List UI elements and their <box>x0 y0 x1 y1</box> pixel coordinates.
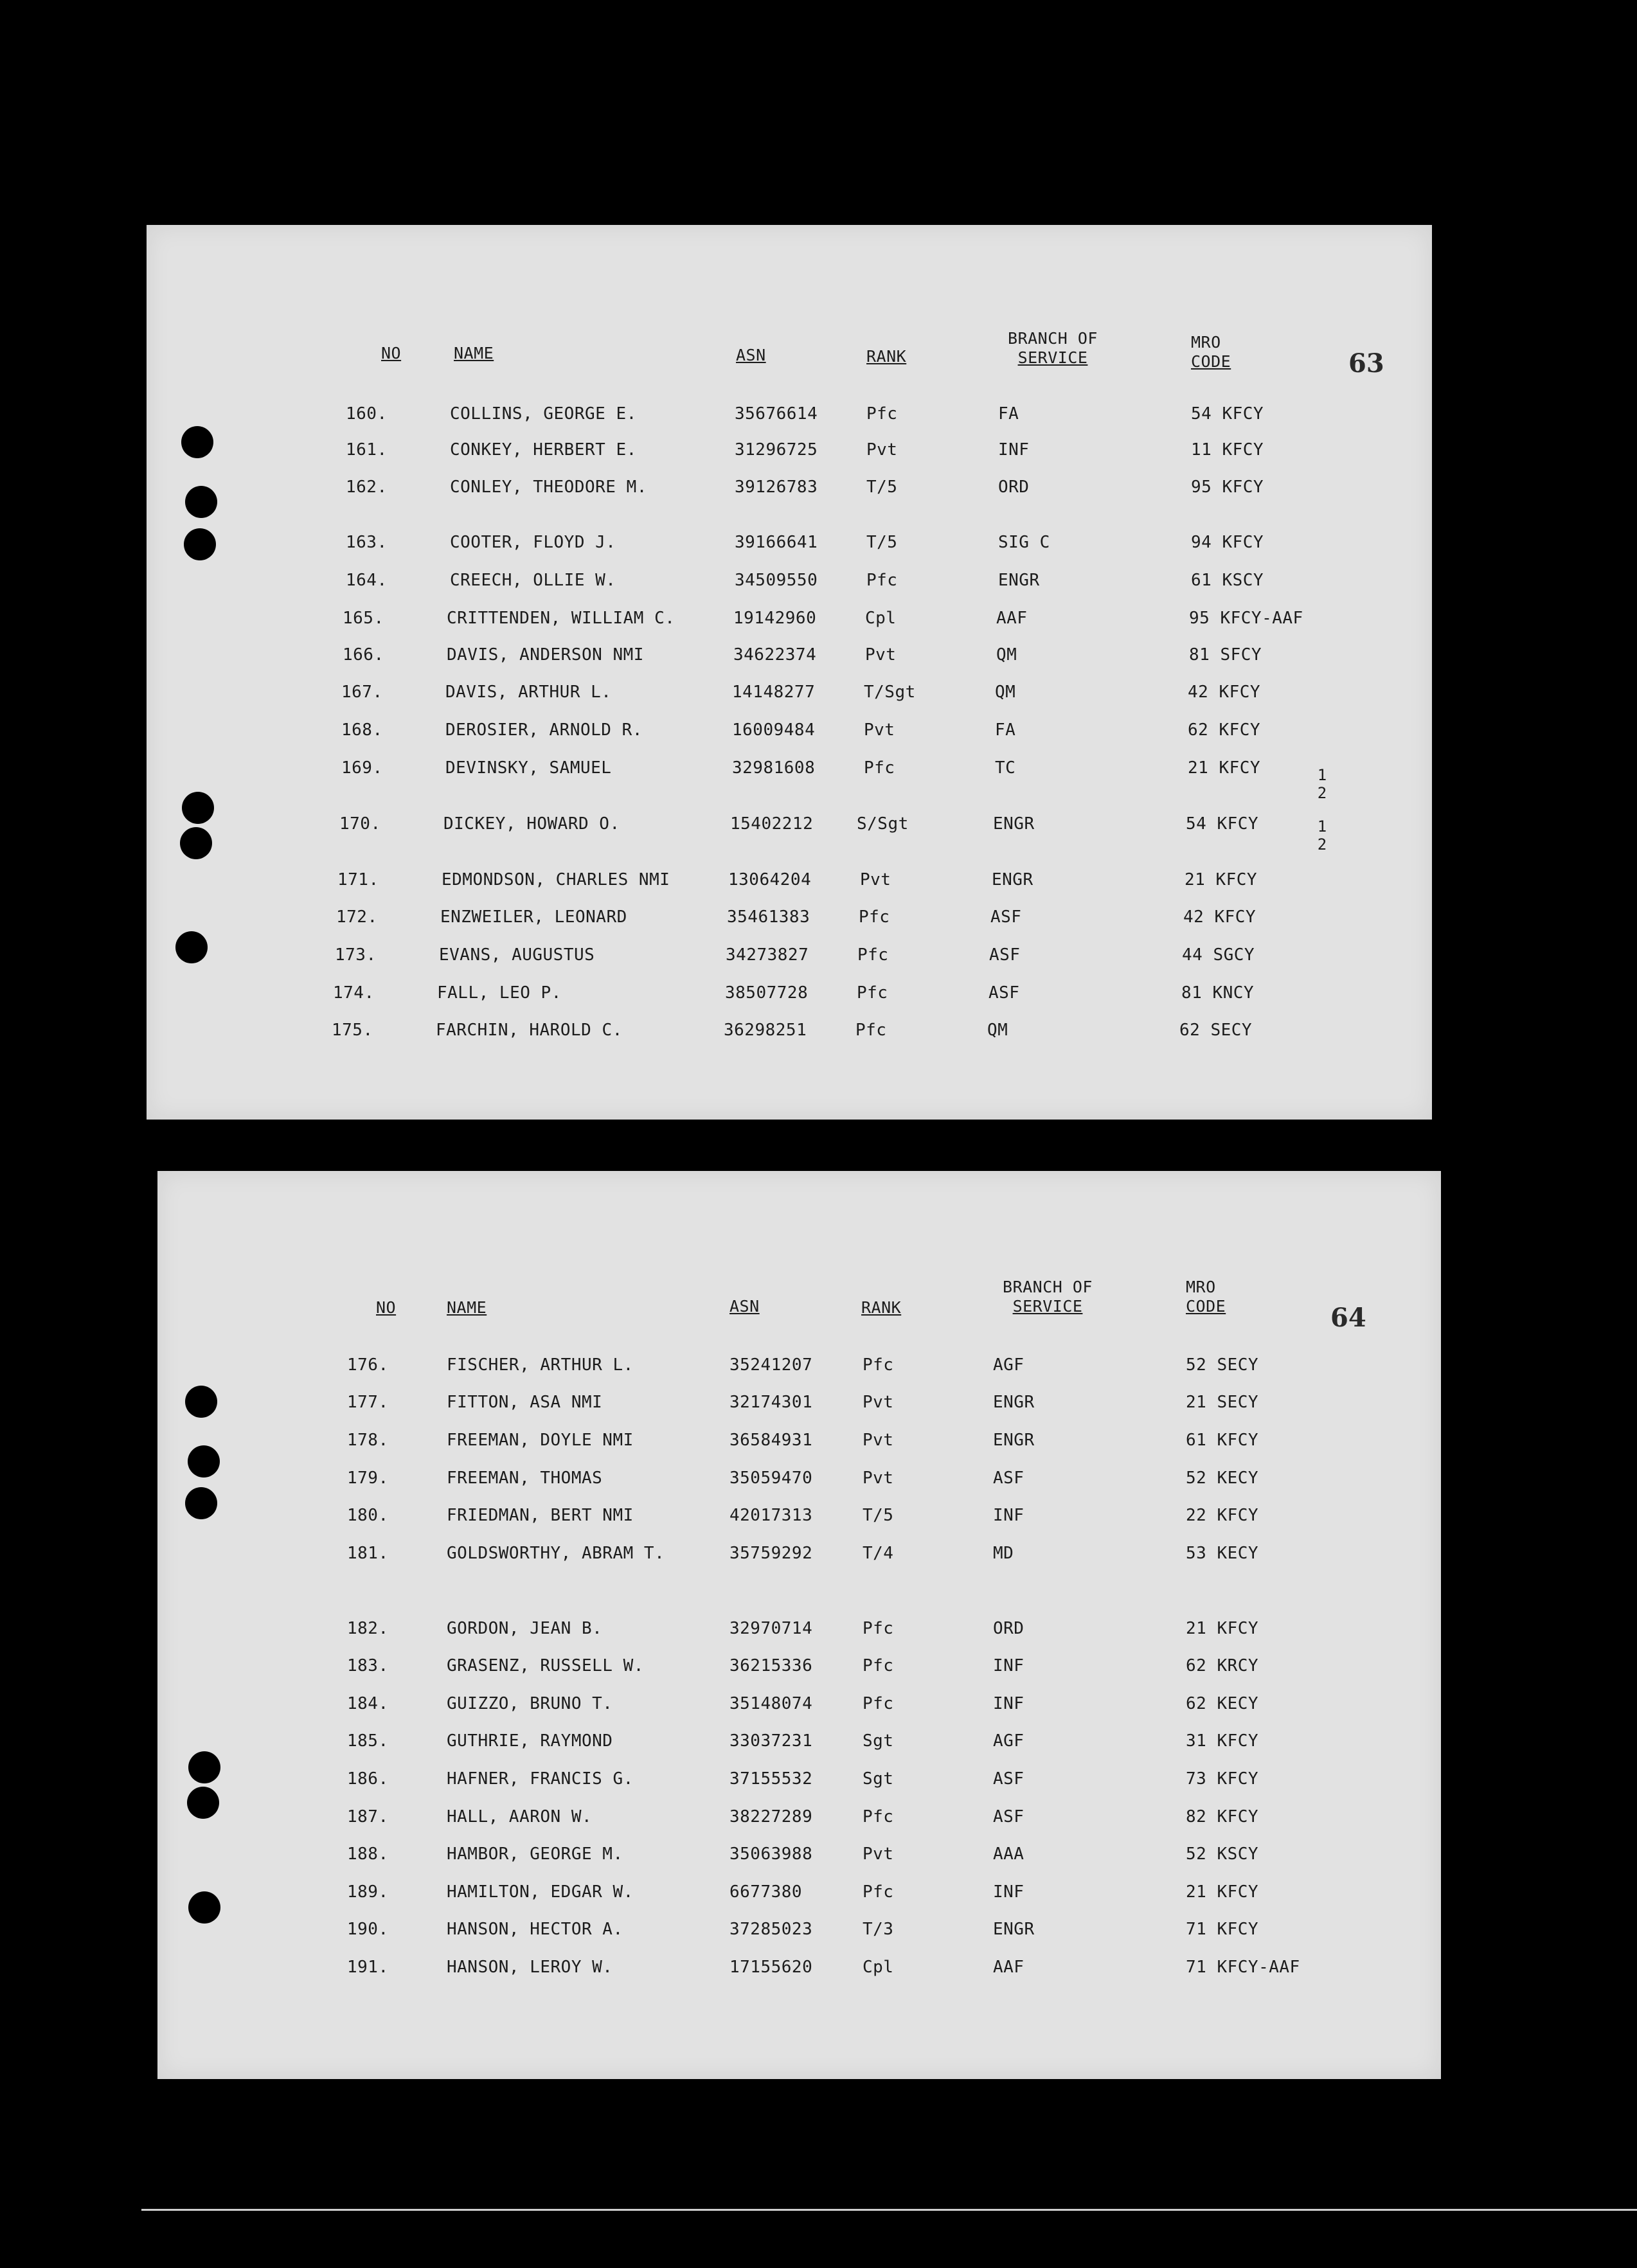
punch-hole <box>182 792 214 824</box>
cell-branch: ENGR <box>993 1393 1035 1412</box>
side-mark <box>1315 766 1329 802</box>
cell-no: 177. <box>347 1393 389 1412</box>
cell-asn: 35241207 <box>729 1355 813 1375</box>
header-name: NAME <box>447 1298 487 1317</box>
cell-name: HANSON, HECTOR A. <box>447 1920 623 1939</box>
cell-no: 182. <box>347 1619 389 1638</box>
cell-name: GUTHRIE, RAYMOND <box>447 1731 613 1751</box>
table-row <box>157 1352 1441 1378</box>
cell-rank: T/Sgt <box>864 683 916 702</box>
cell-asn: 39166641 <box>735 533 818 552</box>
cell-no: 166. <box>343 645 384 665</box>
table-row <box>147 755 1432 781</box>
cell-mro: 42 KFCY <box>1183 907 1257 927</box>
cell-name: DAVIS, ANDERSON NMI <box>447 645 644 665</box>
punch-hole <box>185 486 217 518</box>
table-row <box>157 1540 1441 1566</box>
cell-rank: T/5 <box>866 478 898 497</box>
header-mro <box>1191 333 1231 371</box>
punch-hole <box>185 1386 217 1418</box>
page-number: 63 <box>1348 348 1384 379</box>
cell-no: 173. <box>335 945 377 965</box>
cell-name: HAFNER, FRANCIS G. <box>447 1769 634 1789</box>
cell-branch: ORD <box>993 1619 1024 1638</box>
cell-asn: 37285023 <box>729 1920 813 1939</box>
cell-branch: TC <box>995 758 1016 778</box>
cell-mro: 61 KFCY <box>1186 1431 1259 1450</box>
cell-name: HALL, AARON W. <box>447 1807 593 1826</box>
header-name: NAME <box>454 344 494 362</box>
cell-branch: INF <box>993 1882 1024 1902</box>
cell-rank: Cpl <box>863 1958 894 1977</box>
cell-asn: 35063988 <box>729 1844 813 1864</box>
header-branch-line2: SERVICE <box>1017 348 1088 367</box>
header-no: NO <box>381 344 402 362</box>
table-row <box>147 679 1432 705</box>
table-row <box>157 1653 1441 1679</box>
cell-branch: QM <box>995 683 1016 702</box>
cell-asn: 39126783 <box>735 478 818 497</box>
cell-asn: 36298251 <box>724 1021 807 1040</box>
cell-mro: 61 KSCY <box>1191 571 1264 590</box>
cell-asn: 32981608 <box>732 758 816 778</box>
cell-asn: 14148277 <box>732 683 816 702</box>
cell-name: GORDON, JEAN B. <box>447 1619 603 1638</box>
table-row <box>157 1879 1441 1905</box>
cell-mro: 62 SECY <box>1179 1021 1253 1040</box>
cell-rank: Pfc <box>859 907 890 927</box>
cell-rank: Pfc <box>863 1882 894 1902</box>
cell-name: DEVINSKY, SAMUEL <box>445 758 612 778</box>
table-row <box>147 605 1432 631</box>
cell-name: GRASENZ, RUSSELL W. <box>447 1656 644 1675</box>
cell-no: 174. <box>333 983 375 1003</box>
cell-mro: 22 KFCY <box>1186 1506 1259 1525</box>
cell-name: DEROSIER, ARNOLD R. <box>445 720 643 740</box>
cell-name: CREECH, OLLIE W. <box>450 571 616 590</box>
cell-no: 168. <box>341 720 383 740</box>
punch-hole <box>184 528 216 560</box>
cell-name: FREEMAN, THOMAS <box>447 1469 603 1488</box>
cell-asn: 42017313 <box>729 1506 813 1525</box>
table-row <box>147 642 1432 668</box>
cell-branch: SIG C <box>998 533 1050 552</box>
cell-no: 186. <box>347 1769 389 1789</box>
cell-no: 187. <box>347 1807 389 1826</box>
cell-asn: 32970714 <box>729 1619 813 1638</box>
table-row <box>147 1017 1432 1043</box>
cell-branch: INF <box>993 1506 1024 1525</box>
cell-rank: Pfc <box>863 1694 894 1713</box>
cell-rank: Pfc <box>857 983 888 1003</box>
table-row <box>147 980 1432 1006</box>
header-no: NO <box>376 1298 397 1317</box>
cell-mro: 52 SECY <box>1186 1355 1259 1375</box>
cell-rank: Pfc <box>863 1355 894 1375</box>
cell-asn: 6677380 <box>729 1882 803 1902</box>
table-row <box>147 867 1432 893</box>
cell-rank: S/Sgt <box>857 814 909 834</box>
table-row <box>147 401 1432 427</box>
cell-asn: 17155620 <box>729 1958 813 1977</box>
cell-rank: Pvt <box>863 1469 894 1488</box>
cell-asn: 31296725 <box>735 440 818 460</box>
cell-name: FITTON, ASA NMI <box>447 1393 603 1412</box>
cell-no: 190. <box>347 1920 389 1939</box>
cell-no: 184. <box>347 1694 389 1713</box>
cell-name: DICKEY, HOWARD O. <box>443 814 620 834</box>
header-branch <box>987 1278 1109 1316</box>
header-asn: ASN <box>729 1297 760 1316</box>
cell-asn: 35059470 <box>729 1469 813 1488</box>
cell-mro: 52 KSCY <box>1186 1844 1259 1864</box>
punch-hole <box>175 931 208 963</box>
cell-mro: 42 KFCY <box>1188 683 1261 702</box>
table-row <box>157 1389 1441 1415</box>
cell-no: 163. <box>346 533 388 552</box>
cell-mro: 11 KFCY <box>1191 440 1264 460</box>
cell-mro: 73 KFCY <box>1186 1769 1259 1789</box>
cell-asn: 34509550 <box>735 571 818 590</box>
cell-rank: Pfc <box>863 1807 894 1826</box>
cell-rank: Pvt <box>863 1393 894 1412</box>
table-row <box>147 474 1432 500</box>
cell-rank: Pfc <box>855 1021 887 1040</box>
cell-no: 170. <box>339 814 381 834</box>
cell-rank: T/4 <box>863 1544 894 1563</box>
cell-no: 185. <box>347 1731 389 1751</box>
header-asn: ASN <box>736 346 766 364</box>
punch-hole <box>181 426 213 458</box>
cell-mro: 81 KNCY <box>1181 983 1255 1003</box>
table-row <box>157 1691 1441 1717</box>
ledger-page-63 <box>147 225 1432 1120</box>
table-row <box>157 1503 1441 1528</box>
cell-rank: Pvt <box>864 720 895 740</box>
cell-branch: ASF <box>993 1469 1024 1488</box>
header-mro-line2: CODE <box>1186 1297 1226 1316</box>
cell-asn: 16009484 <box>732 720 816 740</box>
table-row <box>147 567 1432 593</box>
cell-mro: 21 SECY <box>1186 1393 1259 1412</box>
cell-branch: ASF <box>989 945 1021 965</box>
header-mro-line1: MRO <box>1191 333 1221 352</box>
side-mark-line: 2 <box>1317 835 1327 853</box>
side-mark <box>1315 817 1329 853</box>
cell-mro: 71 KFCY-AAF <box>1186 1958 1300 1977</box>
cell-name: HAMILTON, EDGAR W. <box>447 1882 634 1902</box>
cell-asn: 19142960 <box>733 609 817 628</box>
cell-mro: 95 KFCY-AAF <box>1189 609 1303 628</box>
cell-branch: MD <box>993 1544 1014 1563</box>
cell-no: 169. <box>341 758 383 778</box>
header-rank: RANK <box>861 1298 902 1317</box>
cell-branch: FA <box>995 720 1016 740</box>
cell-rank: Pvt <box>860 870 891 889</box>
punch-hole <box>188 1445 220 1478</box>
table-row <box>147 904 1432 930</box>
table-row <box>157 1766 1441 1792</box>
punch-hole <box>185 1487 217 1519</box>
cell-name: CRITTENDEN, WILLIAM C. <box>447 609 675 628</box>
cell-branch: FA <box>998 404 1019 424</box>
table-row <box>157 1916 1441 1942</box>
cell-asn: 35148074 <box>729 1694 813 1713</box>
cell-branch: ENGR <box>998 571 1040 590</box>
ledger-page-64 <box>157 1171 1441 2079</box>
cell-rank: Pvt <box>865 645 897 665</box>
cell-rank: Pfc <box>866 571 898 590</box>
cell-branch: AAF <box>996 609 1028 628</box>
table-row <box>147 530 1432 555</box>
cell-name: COOTER, FLOYD J. <box>450 533 616 552</box>
cell-branch: ENGR <box>993 1431 1035 1450</box>
cell-mro: 81 SFCY <box>1189 645 1262 665</box>
cell-mro: 52 KECY <box>1186 1469 1259 1488</box>
cell-asn: 34273827 <box>726 945 809 965</box>
cell-no: 175. <box>332 1021 373 1040</box>
cell-asn: 36584931 <box>729 1431 813 1450</box>
cell-name: HANSON, LEROY W. <box>447 1958 613 1977</box>
cell-rank: Pfc <box>863 1619 894 1638</box>
cell-mro: 82 KFCY <box>1186 1807 1259 1826</box>
header-mro-line2: CODE <box>1191 352 1231 371</box>
cell-asn: 32174301 <box>729 1393 813 1412</box>
header-branch-line1: BRANCH OF <box>1003 1278 1093 1296</box>
cell-name: GOLDSWORTHY, ABRAM T. <box>447 1544 665 1563</box>
header-branch-line2: SERVICE <box>1012 1297 1083 1316</box>
cell-no: 165. <box>343 609 384 628</box>
cell-asn: 34622374 <box>733 645 817 665</box>
table-row <box>147 942 1432 968</box>
cell-no: 188. <box>347 1844 389 1864</box>
table-row <box>147 717 1432 743</box>
cell-branch: AAA <box>993 1844 1024 1864</box>
table-row <box>157 1616 1441 1641</box>
cell-name: CONKEY, HERBERT E. <box>450 440 637 460</box>
cell-asn: 38507728 <box>725 983 809 1003</box>
cell-no: 167. <box>341 683 383 702</box>
cell-asn: 37155532 <box>729 1769 813 1789</box>
header-mro-line1: MRO <box>1186 1278 1216 1296</box>
cell-no: 181. <box>347 1544 389 1563</box>
table-row <box>157 1465 1441 1491</box>
cell-no: 162. <box>346 478 388 497</box>
cell-no: 171. <box>337 870 379 889</box>
cell-asn: 36215336 <box>729 1656 813 1675</box>
film-edge-line <box>141 2209 1637 2211</box>
header-branch <box>992 329 1114 368</box>
cell-asn: 35461383 <box>727 907 810 927</box>
cell-name: DAVIS, ARTHUR L. <box>445 683 612 702</box>
cell-rank: Sgt <box>863 1769 894 1789</box>
header-mro <box>1186 1278 1226 1316</box>
cell-mro: 53 KECY <box>1186 1544 1259 1563</box>
side-mark-line: 1 <box>1317 817 1327 835</box>
table-row <box>157 1804 1441 1830</box>
cell-rank: Pfc <box>857 945 889 965</box>
cell-rank: Pvt <box>863 1844 894 1864</box>
cell-rank: Pvt <box>866 440 898 460</box>
table-row <box>157 1954 1441 1980</box>
cell-branch: QM <box>987 1021 1008 1040</box>
cell-branch: INF <box>998 440 1030 460</box>
cell-branch: INF <box>993 1694 1024 1713</box>
cell-mro: 62 KRCY <box>1186 1656 1259 1675</box>
table-row <box>147 437 1432 463</box>
cell-rank: T/5 <box>866 533 898 552</box>
table-row <box>157 1841 1441 1867</box>
cell-mro: 71 KFCY <box>1186 1920 1259 1939</box>
cell-name: EDMONDSON, CHARLES NMI <box>442 870 670 889</box>
cell-branch: QM <box>996 645 1017 665</box>
cell-branch: ORD <box>998 478 1030 497</box>
cell-mro: 94 KFCY <box>1191 533 1264 552</box>
cell-mro: 62 KECY <box>1186 1694 1259 1713</box>
cell-branch: ENGR <box>993 1920 1035 1939</box>
cell-name: FALL, LEO P. <box>437 983 562 1003</box>
cell-no: 164. <box>346 571 388 590</box>
cell-name: FRIEDMAN, BERT NMI <box>447 1506 634 1525</box>
cell-mro: 54 KFCY <box>1186 814 1259 834</box>
punch-hole <box>180 827 212 859</box>
cell-branch: ASF <box>993 1807 1024 1826</box>
cell-mro: 54 KFCY <box>1191 404 1264 424</box>
cell-name: FISCHER, ARTHUR L. <box>447 1355 634 1375</box>
cell-name: ENZWEILER, LEONARD <box>440 907 627 927</box>
cell-name: COLLINS, GEORGE E. <box>450 404 637 424</box>
cell-rank: T/5 <box>863 1506 894 1525</box>
cell-asn: 33037231 <box>729 1731 813 1751</box>
header-branch-line1: BRANCH OF <box>1008 329 1098 348</box>
cell-name: FREEMAN, DOYLE NMI <box>447 1431 634 1450</box>
cell-name: EVANS, AUGUSTUS <box>439 945 595 965</box>
cell-name: GUIZZO, BRUNO T. <box>447 1694 613 1713</box>
cell-no: 189. <box>347 1882 389 1902</box>
cell-rank: Pfc <box>866 404 898 424</box>
cell-rank: Pfc <box>864 758 895 778</box>
cell-rank: Cpl <box>865 609 897 628</box>
cell-mro: 21 KFCY <box>1186 1882 1259 1902</box>
cell-mro: 21 KFCY <box>1188 758 1261 778</box>
cell-mro: 31 KFCY <box>1186 1731 1259 1751</box>
cell-rank: Pfc <box>863 1656 894 1675</box>
cell-asn: 15402212 <box>730 814 814 834</box>
table-row <box>157 1427 1441 1453</box>
punch-hole <box>187 1787 219 1819</box>
table-row <box>147 811 1432 837</box>
cell-no: 176. <box>347 1355 389 1375</box>
cell-no: 191. <box>347 1958 389 1977</box>
cell-branch: ASF <box>988 983 1020 1003</box>
page-number: 64 <box>1330 1303 1366 1333</box>
header-rank: RANK <box>866 347 907 366</box>
side-mark-line: 1 <box>1317 766 1327 784</box>
cell-branch: AGF <box>993 1355 1024 1375</box>
cell-branch: ENGR <box>992 870 1033 889</box>
cell-branch: AGF <box>993 1731 1024 1751</box>
cell-mro: 95 KFCY <box>1191 478 1264 497</box>
cell-branch: ENGR <box>993 814 1035 834</box>
cell-rank: Pvt <box>863 1431 894 1450</box>
cell-rank: Sgt <box>863 1731 894 1751</box>
cell-branch: INF <box>993 1656 1024 1675</box>
cell-rank: T/3 <box>863 1920 894 1939</box>
cell-no: 160. <box>346 404 388 424</box>
cell-asn: 13064204 <box>728 870 812 889</box>
cell-no: 178. <box>347 1431 389 1450</box>
cell-no: 161. <box>346 440 388 460</box>
cell-mro: 62 KFCY <box>1188 720 1261 740</box>
cell-branch: ASF <box>990 907 1022 927</box>
cell-branch: ASF <box>993 1769 1024 1789</box>
table-row <box>157 1728 1441 1754</box>
punch-hole <box>188 1751 220 1783</box>
side-mark-line: 2 <box>1317 784 1327 802</box>
cell-name: HAMBOR, GEORGE M. <box>447 1844 623 1864</box>
cell-name: FARCHIN, HAROLD C. <box>436 1021 623 1040</box>
cell-mro: 21 KFCY <box>1185 870 1258 889</box>
cell-no: 183. <box>347 1656 389 1675</box>
cell-name: CONLEY, THEODORE M. <box>450 478 647 497</box>
cell-no: 180. <box>347 1506 389 1525</box>
cell-asn: 35759292 <box>729 1544 813 1563</box>
cell-mro: 44 SGCY <box>1182 945 1255 965</box>
cell-branch: AAF <box>993 1958 1024 1977</box>
cell-no: 172. <box>336 907 378 927</box>
cell-no: 179. <box>347 1469 389 1488</box>
punch-hole <box>188 1891 220 1924</box>
cell-asn: 38227289 <box>729 1807 813 1826</box>
cell-mro: 21 KFCY <box>1186 1619 1259 1638</box>
cell-asn: 35676614 <box>735 404 818 424</box>
